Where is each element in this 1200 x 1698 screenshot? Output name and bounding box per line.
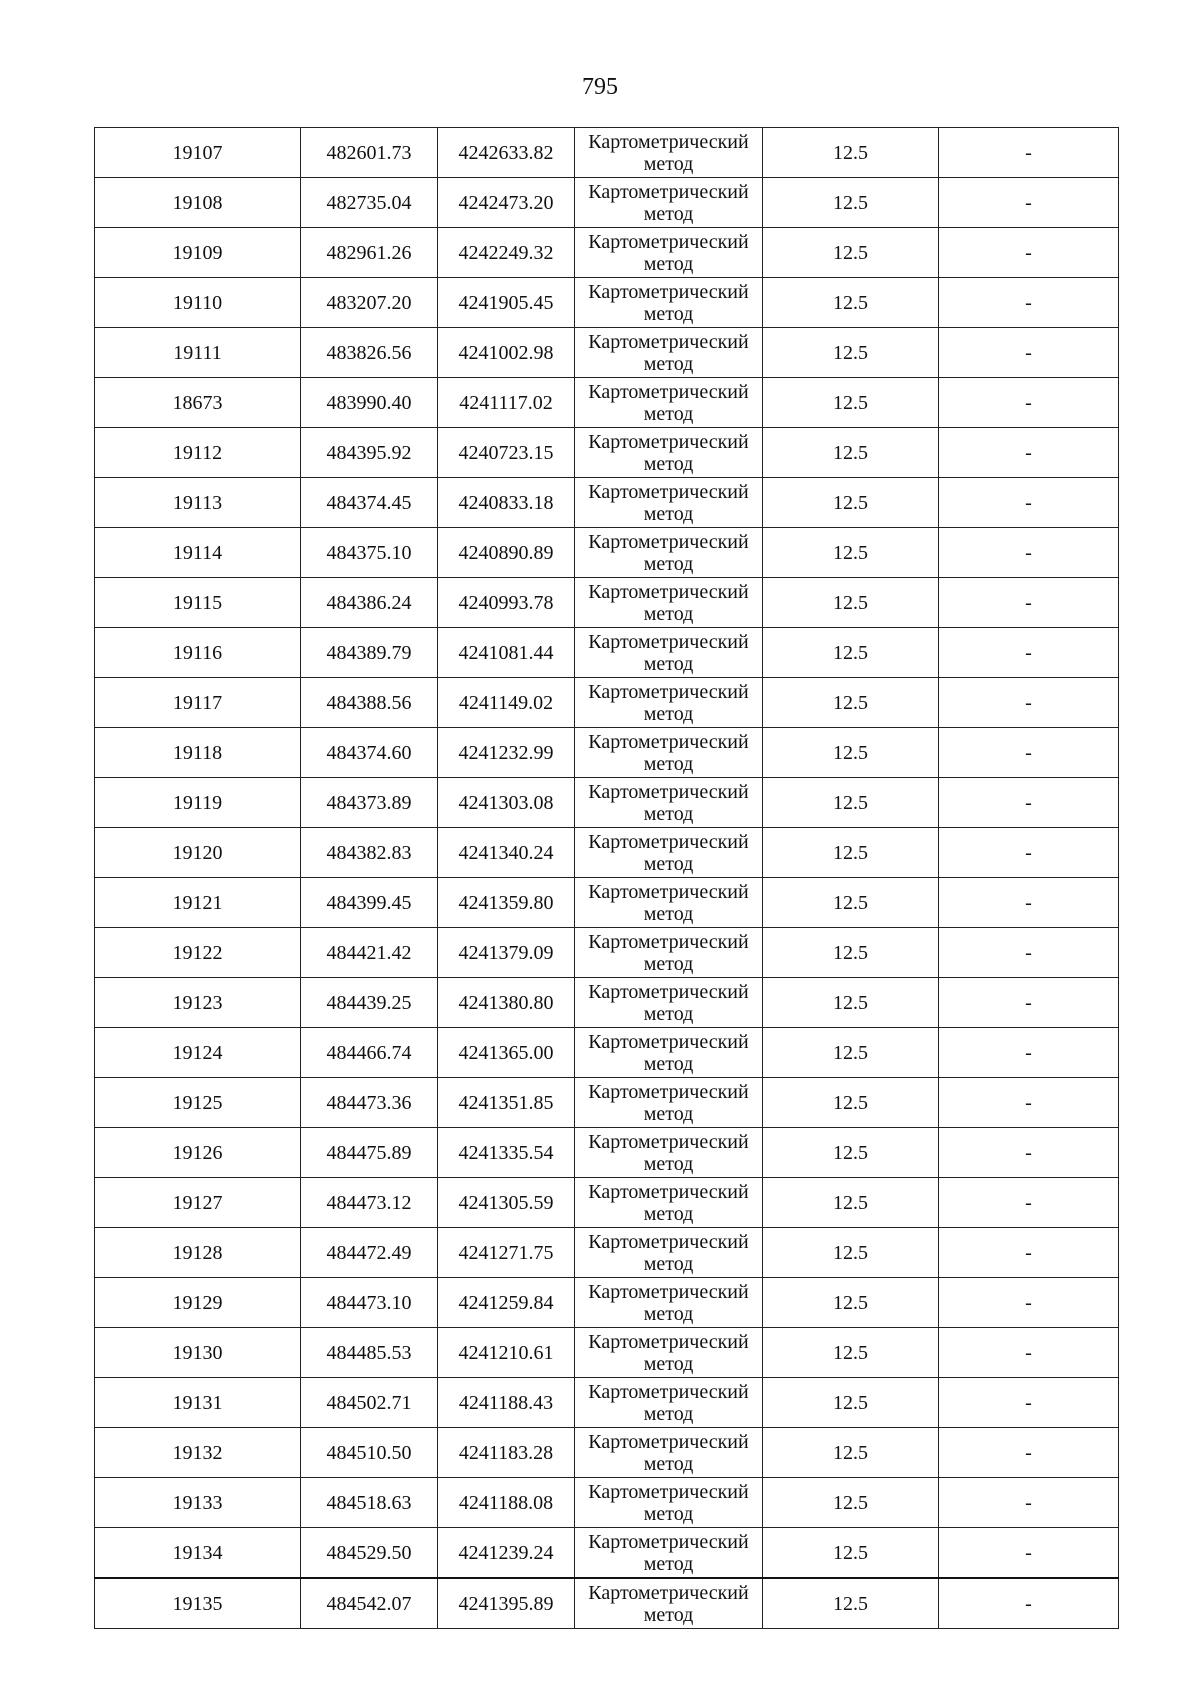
- method-line-1: Картометрический: [588, 780, 749, 803]
- accuracy-cell: 12.5: [763, 378, 939, 428]
- note-cell: -: [939, 978, 1119, 1028]
- y-coordinate-cell: 4241365.00: [438, 1028, 575, 1078]
- method-line-1: Картометрический: [588, 730, 749, 753]
- method-line-2: метод: [643, 1552, 694, 1575]
- y-coordinate-cell: 4241081.44: [438, 628, 575, 678]
- point-id-cell: 19116: [95, 628, 301, 678]
- accuracy-cell: 12.5: [763, 178, 939, 228]
- method-cell: [575, 1028, 763, 1078]
- method-line-1: Картометрический: [588, 980, 749, 1003]
- method-line-1: Картометрический: [588, 1430, 749, 1453]
- point-id-cell: 19108: [95, 178, 301, 228]
- method-line-2: метод: [643, 902, 694, 925]
- point-id-cell: 19107: [95, 128, 301, 178]
- accuracy-cell: 12.5: [763, 228, 939, 278]
- method-line-1: Картометрический: [588, 1230, 749, 1253]
- method-line-2: метод: [643, 802, 694, 825]
- point-id-cell: 19133: [95, 1478, 301, 1528]
- method-cell: [575, 1578, 763, 1629]
- table-row: [95, 578, 1119, 628]
- x-coordinate-cell: 483207.20: [301, 278, 438, 328]
- method-line-2: метод: [643, 1252, 694, 1275]
- note-cell: -: [939, 1128, 1119, 1178]
- accuracy-cell: 12.5: [763, 1028, 939, 1078]
- accuracy-cell: 12.5: [763, 278, 939, 328]
- method-line-2: метод: [643, 152, 694, 175]
- x-coordinate-cell: 484473.12: [301, 1178, 438, 1228]
- method-line-2: метод: [643, 752, 694, 775]
- y-coordinate-cell: 4240723.15: [438, 428, 575, 478]
- method-line-2: метод: [643, 1202, 694, 1225]
- method-cell: [575, 1228, 763, 1278]
- point-id-cell: 19110: [95, 278, 301, 328]
- method-line-1: Картометрический: [588, 330, 749, 353]
- note-cell: -: [939, 1228, 1119, 1278]
- method-line-2: метод: [643, 1452, 694, 1475]
- note-cell: -: [939, 578, 1119, 628]
- method-line-2: метод: [643, 452, 694, 475]
- note-cell: -: [939, 1278, 1119, 1328]
- x-coordinate-cell: 484373.89: [301, 778, 438, 828]
- note-cell: -: [939, 828, 1119, 878]
- accuracy-cell: 12.5: [763, 828, 939, 878]
- accuracy-cell: 12.5: [763, 878, 939, 928]
- x-coordinate-cell: 484421.42: [301, 928, 438, 978]
- method-line-1: Картометрический: [588, 1330, 749, 1353]
- accuracy-cell: 12.5: [763, 928, 939, 978]
- note-cell: -: [939, 878, 1119, 928]
- method-cell: [575, 428, 763, 478]
- method-line-2: метод: [643, 952, 694, 975]
- point-id-cell: 19114: [95, 528, 301, 578]
- accuracy-cell: 12.5: [763, 1278, 939, 1328]
- table-row: [95, 1578, 1119, 1629]
- method-line-1: Картометрический: [588, 1130, 749, 1153]
- table-row: [95, 828, 1119, 878]
- accuracy-cell: 12.5: [763, 1428, 939, 1478]
- method-line-2: метод: [643, 702, 694, 725]
- y-coordinate-cell: 4240993.78: [438, 578, 575, 628]
- x-coordinate-cell: 484542.07: [301, 1578, 438, 1629]
- method-cell: [575, 478, 763, 528]
- method-cell: [575, 1128, 763, 1178]
- table-row: [95, 1378, 1119, 1428]
- table-row: [95, 1028, 1119, 1078]
- y-coordinate-cell: 4241149.02: [438, 678, 575, 728]
- y-coordinate-cell: 4241259.84: [438, 1278, 575, 1328]
- accuracy-cell: 12.5: [763, 1328, 939, 1378]
- accuracy-cell: 12.5: [763, 478, 939, 528]
- table-row: [95, 728, 1119, 778]
- note-cell: -: [939, 678, 1119, 728]
- y-coordinate-cell: 4241117.02: [438, 378, 575, 428]
- table-row: [95, 328, 1119, 378]
- method-line-1: Картометрический: [588, 1030, 749, 1053]
- method-line-2: метод: [643, 1152, 694, 1175]
- point-id-cell: 19115: [95, 578, 301, 628]
- method-line-2: метод: [643, 1002, 694, 1025]
- note-cell: -: [939, 1328, 1119, 1378]
- method-cell: [575, 1178, 763, 1228]
- method-line-1: Картометрический: [588, 680, 749, 703]
- y-coordinate-cell: 4241335.54: [438, 1128, 575, 1178]
- point-id-cell: 19135: [95, 1578, 301, 1629]
- method-line-2: метод: [643, 1603, 694, 1626]
- method-cell: [575, 1078, 763, 1128]
- method-line-1: Картометрический: [588, 580, 749, 603]
- method-line-1: Картометрический: [588, 130, 749, 153]
- x-coordinate-cell: 484502.71: [301, 1378, 438, 1428]
- method-line-1: Картометрический: [588, 530, 749, 553]
- table-row: [95, 128, 1119, 178]
- method-line-1: Картометрический: [588, 430, 749, 453]
- note-cell: -: [939, 1078, 1119, 1128]
- x-coordinate-cell: 482735.04: [301, 178, 438, 228]
- method-cell: [575, 178, 763, 228]
- note-cell: -: [939, 228, 1119, 278]
- accuracy-cell: 12.5: [763, 1578, 939, 1629]
- note-cell: -: [939, 428, 1119, 478]
- table-row: [95, 1328, 1119, 1378]
- accuracy-cell: 12.5: [763, 128, 939, 178]
- y-coordinate-cell: 4241183.28: [438, 1428, 575, 1478]
- method-line-1: Картометрический: [588, 930, 749, 953]
- method-line-1: Картометрический: [588, 180, 749, 203]
- method-cell: [575, 778, 763, 828]
- method-line-1: Картометрический: [588, 1180, 749, 1203]
- accuracy-cell: 12.5: [763, 428, 939, 478]
- method-line-1: Картометрический: [588, 1581, 749, 1604]
- method-cell: [575, 1378, 763, 1428]
- accuracy-cell: 12.5: [763, 1528, 939, 1579]
- coordinates-table: [94, 127, 1119, 1629]
- method-cell: [575, 878, 763, 928]
- method-cell: [575, 828, 763, 878]
- method-line-1: Картометрический: [588, 380, 749, 403]
- accuracy-cell: 12.5: [763, 1378, 939, 1428]
- table-row: [95, 428, 1119, 478]
- accuracy-cell: 12.5: [763, 1478, 939, 1528]
- accuracy-cell: 12.5: [763, 728, 939, 778]
- y-coordinate-cell: 4241395.89: [438, 1578, 575, 1629]
- point-id-cell: 19122: [95, 928, 301, 978]
- y-coordinate-cell: 4240833.18: [438, 478, 575, 528]
- table-row: [95, 228, 1119, 278]
- x-coordinate-cell: 484475.89: [301, 1128, 438, 1178]
- method-cell: [575, 278, 763, 328]
- method-line-2: метод: [643, 852, 694, 875]
- table-row: [95, 778, 1119, 828]
- point-id-cell: 19128: [95, 1228, 301, 1278]
- y-coordinate-cell: 4241905.45: [438, 278, 575, 328]
- x-coordinate-cell: 484473.10: [301, 1278, 438, 1328]
- table-row: [95, 878, 1119, 928]
- x-coordinate-cell: 484382.83: [301, 828, 438, 878]
- accuracy-cell: 12.5: [763, 328, 939, 378]
- note-cell: -: [939, 178, 1119, 228]
- point-id-cell: 19119: [95, 778, 301, 828]
- note-cell: -: [939, 278, 1119, 328]
- method-cell: [575, 678, 763, 728]
- x-coordinate-cell: 484529.50: [301, 1528, 438, 1579]
- x-coordinate-cell: 484439.25: [301, 978, 438, 1028]
- method-line-2: метод: [643, 402, 694, 425]
- point-id-cell: 19118: [95, 728, 301, 778]
- y-coordinate-cell: 4241305.59: [438, 1178, 575, 1228]
- table-row: [95, 478, 1119, 528]
- y-coordinate-cell: 4242633.82: [438, 128, 575, 178]
- x-coordinate-cell: 484466.74: [301, 1028, 438, 1078]
- accuracy-cell: 12.5: [763, 1128, 939, 1178]
- x-coordinate-cell: 482601.73: [301, 128, 438, 178]
- table-row: [95, 1228, 1119, 1278]
- table-row: [95, 1078, 1119, 1128]
- y-coordinate-cell: 4242249.32: [438, 228, 575, 278]
- method-cell: [575, 978, 763, 1028]
- table-row: [95, 1528, 1119, 1579]
- method-cell: [575, 128, 763, 178]
- point-id-cell: 19130: [95, 1328, 301, 1378]
- method-line-2: метод: [643, 352, 694, 375]
- method-line-2: метод: [643, 1302, 694, 1325]
- x-coordinate-cell: 484374.60: [301, 728, 438, 778]
- x-coordinate-cell: 484374.45: [301, 478, 438, 528]
- point-id-cell: 19112: [95, 428, 301, 478]
- note-cell: -: [939, 778, 1119, 828]
- note-cell: -: [939, 628, 1119, 678]
- y-coordinate-cell: 4241379.09: [438, 928, 575, 978]
- table-row: [95, 278, 1119, 328]
- y-coordinate-cell: 4241340.24: [438, 828, 575, 878]
- note-cell: -: [939, 1428, 1119, 1478]
- x-coordinate-cell: 484518.63: [301, 1478, 438, 1528]
- note-cell: -: [939, 1028, 1119, 1078]
- y-coordinate-cell: 4241239.24: [438, 1528, 575, 1579]
- x-coordinate-cell: 484375.10: [301, 528, 438, 578]
- y-coordinate-cell: 4241210.61: [438, 1328, 575, 1378]
- point-id-cell: 19109: [95, 228, 301, 278]
- method-cell: [575, 1528, 763, 1579]
- x-coordinate-cell: 483990.40: [301, 378, 438, 428]
- accuracy-cell: 12.5: [763, 628, 939, 678]
- table-row: [95, 378, 1119, 428]
- table-row: [95, 528, 1119, 578]
- note-cell: -: [939, 1578, 1119, 1629]
- x-coordinate-cell: 484389.79: [301, 628, 438, 678]
- y-coordinate-cell: 4241232.99: [438, 728, 575, 778]
- point-id-cell: 19121: [95, 878, 301, 928]
- accuracy-cell: 12.5: [763, 1228, 939, 1278]
- method-cell: [575, 1478, 763, 1528]
- method-line-1: Картометрический: [588, 880, 749, 903]
- y-coordinate-cell: 4241002.98: [438, 328, 575, 378]
- method-line-2: метод: [643, 602, 694, 625]
- point-id-cell: 19113: [95, 478, 301, 528]
- method-cell: [575, 1278, 763, 1328]
- x-coordinate-cell: 484395.92: [301, 428, 438, 478]
- method-line-2: метод: [643, 1352, 694, 1375]
- accuracy-cell: 12.5: [763, 528, 939, 578]
- y-coordinate-cell: 4241188.43: [438, 1378, 575, 1428]
- method-line-1: Картометрический: [588, 1080, 749, 1103]
- point-id-cell: 19111: [95, 328, 301, 378]
- table-row: [95, 628, 1119, 678]
- note-cell: -: [939, 1478, 1119, 1528]
- y-coordinate-cell: 4241188.08: [438, 1478, 575, 1528]
- point-id-cell: 19126: [95, 1128, 301, 1178]
- table-row: [95, 978, 1119, 1028]
- method-line-1: Картометрический: [588, 830, 749, 853]
- method-line-1: Картометрический: [588, 1530, 749, 1553]
- point-id-cell: 19134: [95, 1528, 301, 1579]
- method-cell: [575, 578, 763, 628]
- table-row: [95, 1278, 1119, 1328]
- point-id-cell: 18673: [95, 378, 301, 428]
- note-cell: -: [939, 328, 1119, 378]
- note-cell: -: [939, 1378, 1119, 1428]
- table-row: [95, 178, 1119, 228]
- point-id-cell: 19124: [95, 1028, 301, 1078]
- accuracy-cell: 12.5: [763, 578, 939, 628]
- accuracy-cell: 12.5: [763, 778, 939, 828]
- page-number: 795: [582, 74, 618, 100]
- point-id-cell: 19123: [95, 978, 301, 1028]
- y-coordinate-cell: 4241303.08: [438, 778, 575, 828]
- method-line-2: метод: [643, 552, 694, 575]
- method-cell: [575, 528, 763, 578]
- method-line-2: метод: [643, 202, 694, 225]
- accuracy-cell: 12.5: [763, 1178, 939, 1228]
- table-body: [95, 128, 1119, 1629]
- x-coordinate-cell: 483826.56: [301, 328, 438, 378]
- point-id-cell: 19125: [95, 1078, 301, 1128]
- accuracy-cell: 12.5: [763, 1078, 939, 1128]
- x-coordinate-cell: 484472.49: [301, 1228, 438, 1278]
- method-line-1: Картометрический: [588, 1380, 749, 1403]
- note-cell: -: [939, 1528, 1119, 1579]
- x-coordinate-cell: 484473.36: [301, 1078, 438, 1128]
- table-row: [95, 1178, 1119, 1228]
- method-cell: [575, 1428, 763, 1478]
- method-cell: [575, 728, 763, 778]
- method-line-2: метод: [643, 302, 694, 325]
- method-line-1: Картометрический: [588, 1280, 749, 1303]
- note-cell: -: [939, 928, 1119, 978]
- method-cell: [575, 378, 763, 428]
- y-coordinate-cell: 4241351.85: [438, 1078, 575, 1128]
- table-row: [95, 928, 1119, 978]
- x-coordinate-cell: 484510.50: [301, 1428, 438, 1478]
- method-line-2: метод: [643, 1502, 694, 1525]
- method-line-1: Картометрический: [588, 230, 749, 253]
- note-cell: -: [939, 378, 1119, 428]
- x-coordinate-cell: 484399.45: [301, 878, 438, 928]
- y-coordinate-cell: 4241271.75: [438, 1228, 575, 1278]
- accuracy-cell: 12.5: [763, 678, 939, 728]
- method-line-2: метод: [643, 252, 694, 275]
- x-coordinate-cell: 484386.24: [301, 578, 438, 628]
- method-line-1: Картометрический: [588, 280, 749, 303]
- table-row: [95, 1428, 1119, 1478]
- method-line-2: метод: [643, 502, 694, 525]
- x-coordinate-cell: 484485.53: [301, 1328, 438, 1378]
- table-row: [95, 1128, 1119, 1178]
- method-cell: [575, 928, 763, 978]
- note-cell: -: [939, 528, 1119, 578]
- y-coordinate-cell: 4241380.80: [438, 978, 575, 1028]
- method-line-1: Картометрический: [588, 480, 749, 503]
- table-row: [95, 1478, 1119, 1528]
- method-line-2: метод: [643, 1102, 694, 1125]
- y-coordinate-cell: 4242473.20: [438, 178, 575, 228]
- x-coordinate-cell: 484388.56: [301, 678, 438, 728]
- point-id-cell: 19131: [95, 1378, 301, 1428]
- note-cell: -: [939, 478, 1119, 528]
- method-line-1: Картометрический: [588, 630, 749, 653]
- note-cell: -: [939, 728, 1119, 778]
- accuracy-cell: 12.5: [763, 978, 939, 1028]
- point-id-cell: 19117: [95, 678, 301, 728]
- y-coordinate-cell: 4240890.89: [438, 528, 575, 578]
- point-id-cell: 19120: [95, 828, 301, 878]
- point-id-cell: 19129: [95, 1278, 301, 1328]
- method-cell: [575, 628, 763, 678]
- method-cell: [575, 1328, 763, 1378]
- x-coordinate-cell: 482961.26: [301, 228, 438, 278]
- method-line-2: метод: [643, 652, 694, 675]
- method-cell: [575, 228, 763, 278]
- method-line-2: метод: [643, 1402, 694, 1425]
- note-cell: -: [939, 1178, 1119, 1228]
- method-line-1: Картометрический: [588, 1480, 749, 1503]
- table-row: [95, 678, 1119, 728]
- note-cell: -: [939, 128, 1119, 178]
- point-id-cell: 19127: [95, 1178, 301, 1228]
- y-coordinate-cell: 4241359.80: [438, 878, 575, 928]
- point-id-cell: 19132: [95, 1428, 301, 1478]
- method-line-2: метод: [643, 1052, 694, 1075]
- method-cell: [575, 328, 763, 378]
